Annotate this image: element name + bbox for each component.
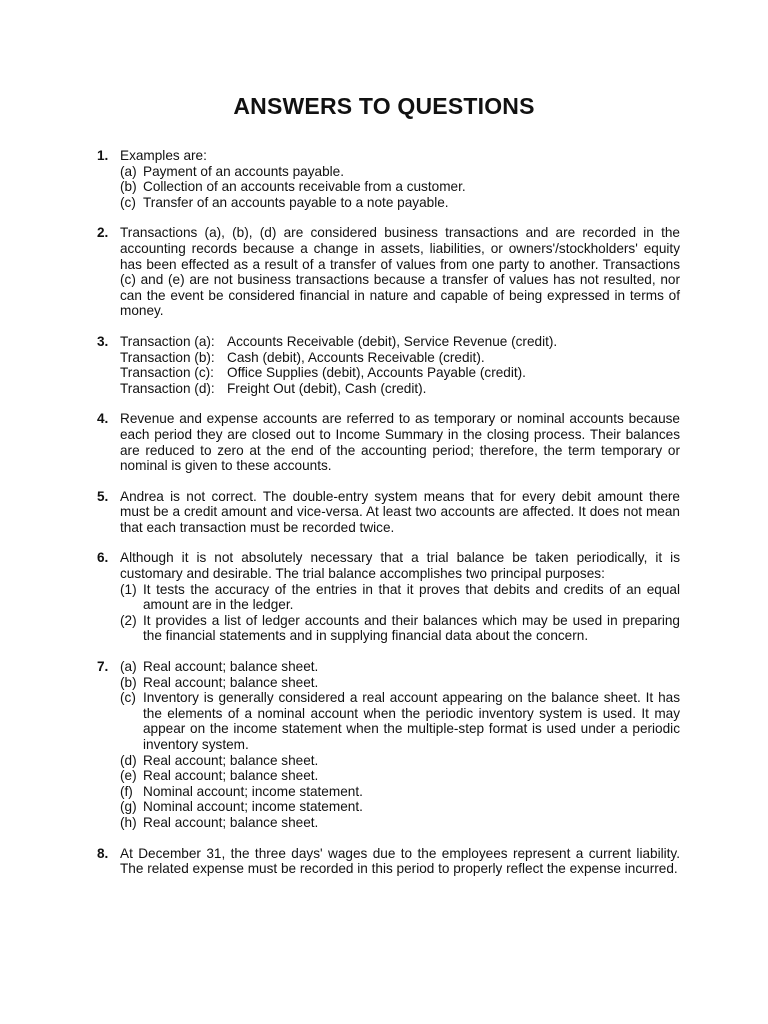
item-label: (f) <box>120 783 133 799</box>
item-text: Nominal account; income statement. <box>143 783 363 799</box>
answer-text: At December 31, the three days' wages due to the employees represent a current liability. The related expense must be recorded in this period to properly reflect the expense incurred. <box>120 845 680 877</box>
answer-6 <box>97 550 680 644</box>
answer-3 <box>97 334 680 396</box>
item-label: (2) <box>120 612 137 628</box>
transaction-text: Freight Out (debit), Cash (credit). <box>227 380 427 396</box>
item-label: (d) <box>120 752 137 768</box>
list-item <box>120 799 680 815</box>
item-label: (c) <box>120 690 136 706</box>
transaction-label: Transaction (c): <box>120 365 214 381</box>
list-item <box>120 784 680 800</box>
page-title: ANSWERS TO QUESTIONS <box>233 93 535 119</box>
item-text: Nominal account; income statement. <box>143 799 363 815</box>
answer-number: 6. <box>97 550 109 566</box>
answer-4 <box>97 411 680 473</box>
item-text: Real account; balance sheet. <box>143 659 319 675</box>
item-label: (g) <box>120 799 137 815</box>
list-item <box>120 675 680 691</box>
answer-2 <box>97 225 680 319</box>
transaction-text: Accounts Receivable (debit), Service Revenue (credit). <box>227 333 558 349</box>
item-label: (b) <box>120 179 137 195</box>
item-text: Real account; balance sheet. <box>143 674 319 690</box>
transaction-row <box>120 381 680 397</box>
list-item <box>120 179 680 195</box>
item-text: Real account; balance sheet. <box>143 768 319 784</box>
item-label: (a) <box>120 163 137 179</box>
item-text: Real account; balance sheet. <box>143 752 319 768</box>
transaction-label: Transaction (d): <box>120 380 215 396</box>
list-item <box>120 613 680 644</box>
item-label: (a) <box>120 659 137 675</box>
transaction-label: Transaction (b): <box>120 349 215 365</box>
answer-number: 1. <box>97 148 109 163</box>
answers-list <box>97 148 680 892</box>
list-item <box>120 815 680 831</box>
list-item <box>120 582 680 613</box>
answer-number: 2. <box>97 225 109 241</box>
list-item <box>120 753 680 769</box>
list-item <box>120 768 680 784</box>
answer-text: Revenue and expense accounts are referred to as temporary or nominal accounts because each period they are closed out to Income Summary in the closing process. Their balances are reduced to zero at the end of the accounting period; therefore, the term temporary or nominal is given to these accounts. <box>120 411 680 474</box>
answer-text: Andrea is not correct. The double-entry system means that for every debit amount there must be a credit amount and vice-versa. At least two accounts are affected. It does not mean that each transaction must be recorded twice. <box>120 488 680 535</box>
item-label: (1) <box>120 581 137 597</box>
transaction-row <box>120 334 680 350</box>
answer-text: Although it is not absolutely necessary that a trial balance be taken periodically, it is customary and desirable. The trial balance accomplishes two principal purposes: <box>120 550 680 582</box>
item-text: Real account; balance sheet. <box>143 814 319 830</box>
item-label: (c) <box>120 194 136 210</box>
answer-number: 4. <box>97 411 109 427</box>
list-item <box>120 195 680 211</box>
item-text: Transfer of an accounts payable to a note payable. <box>143 194 449 210</box>
answer-number: 8. <box>97 845 109 861</box>
answer-intro: Examples are: <box>120 148 207 163</box>
answer-7 <box>97 659 680 831</box>
transaction-text: Cash (debit), Accounts Receivable (credit). <box>227 349 485 365</box>
item-text: Payment of an accounts payable. <box>143 163 345 179</box>
item-label: (e) <box>120 768 137 784</box>
answer-5 <box>97 489 680 536</box>
item-label: (h) <box>120 814 137 830</box>
item-label: (b) <box>120 674 137 690</box>
list-item <box>120 659 680 675</box>
item-text: Inventory is generally considered a real account appearing on the balance sheet. It has the elements of a nominal account when the periodic inventory system is used. It may appear on the income statement when the multiple-step format is used under a periodic inventory system. <box>143 690 680 752</box>
item-text: It tests the accuracy of the entries in that it proves that debits and credits of an equal amount are in the ledger. <box>143 581 680 613</box>
answer-text: Transactions (a), (b), (d) are considered business transactions and are recorded in the accounting records because a change in assets, liabilities, or owners'/stockholders' equity has been effected as a result of a transfer of values from one party to another. Transactions (c) and (e) are not business transactions because a transfer of values has not resulted, nor can the event be considered financial in nature and capable of being expressed in terms of money. <box>120 225 680 319</box>
answer-1 <box>97 148 680 210</box>
answer-number: 7. <box>97 659 109 675</box>
item-text: Collection of an accounts receivable from a customer. <box>143 179 466 195</box>
answer-number: 5. <box>97 488 109 504</box>
list-item <box>120 690 680 752</box>
list-item <box>120 164 680 180</box>
transaction-row <box>120 365 680 381</box>
answer-number: 3. <box>97 333 109 349</box>
item-text: It provides a list of ledger accounts and their balances which may be used in preparing the financial statements and in supplying financial data about the concern. <box>143 612 680 644</box>
transaction-row <box>120 350 680 366</box>
transaction-label: Transaction (a): <box>120 333 215 349</box>
answer-8 <box>97 846 680 877</box>
transaction-text: Office Supplies (debit), Accounts Payable (credit). <box>227 365 526 381</box>
